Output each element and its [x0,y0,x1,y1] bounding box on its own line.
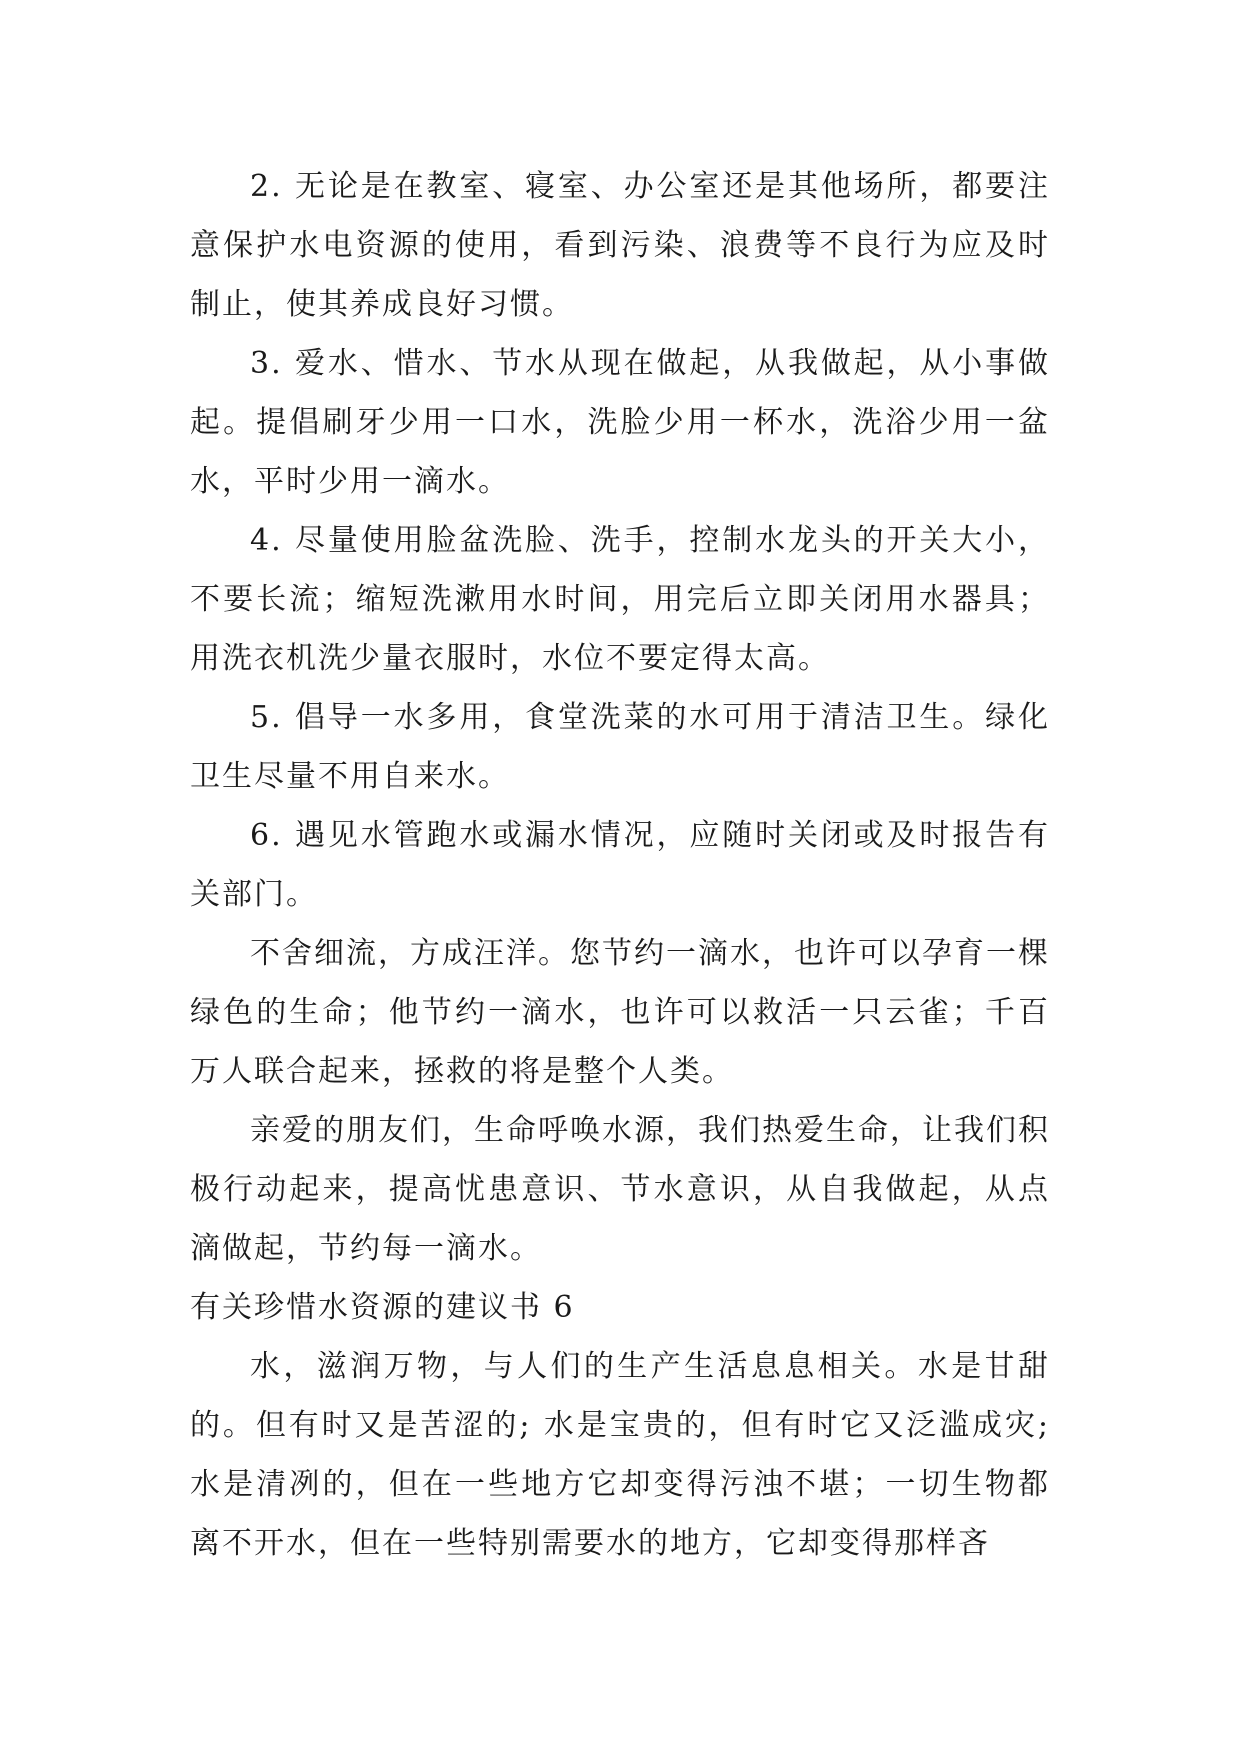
paragraph-item-6: 6. 遇见水管跑水或漏水情况，应随时关闭或及时报告有关部门。 [190,818,1050,912]
paragraph-item-2: 2. 无论是在教室、寝室、办公室还是其他场所，都要注意保护水电资源的使用，看到污染、浪费等不良行为应及时制止，使其养成良好习惯。 [190,169,1050,322]
section-paragraph: 水，滋润万物，与人们的生产生活息息相关。水是甘甜的。但有时又是苦涩的; 水是宝贵的，但有时它又泛滥成灾; 水是清冽的，但在一些地方它却变得污浊不堪；一切生物都离不开水，但在一些特别需要水的地方，它却变得那样吝 [190,1349,1050,1561]
document-page [190,157,1050,1573]
paragraph-item-3: 3. 爱水、惜水、节水从现在做起，从我做起，从小事做起。提倡刷牙少用一口水，洗脸少用一杯水，洗浴少用一盆水，平时少用一滴水。 [190,346,1050,499]
paragraph-closing-1: 不舍细流，方成汪洋。您节约一滴水，也许可以孕育一棵绿色的生命；他节约一滴水，也许可以救活一只云雀；千百万人联合起来，拯救的将是整个人类。 [190,936,1050,1089]
paragraph-closing-2: 亲爱的朋友们，生命呼唤水源，我们热爱生命，让我们积极行动起来，提高忧患意识、节水意识，从自我做起，从点滴做起，节约每一滴水。 [190,1113,1050,1266]
paragraph-item-4: 4. 尽量使用脸盆洗脸、洗手，控制水龙头的开关大小，不要长流；缩短洗漱用水时间，用完后立即关闭用水器具；用洗衣机洗少量衣服时，水位不要定得太高。 [190,523,1050,676]
section-heading: 有关珍惜水资源的建议书 6 [190,1290,575,1325]
paragraph-item-5: 5. 倡导一水多用，食堂洗菜的水可用于清洁卫生。绿化卫生尽量不用自来水。 [190,700,1050,794]
